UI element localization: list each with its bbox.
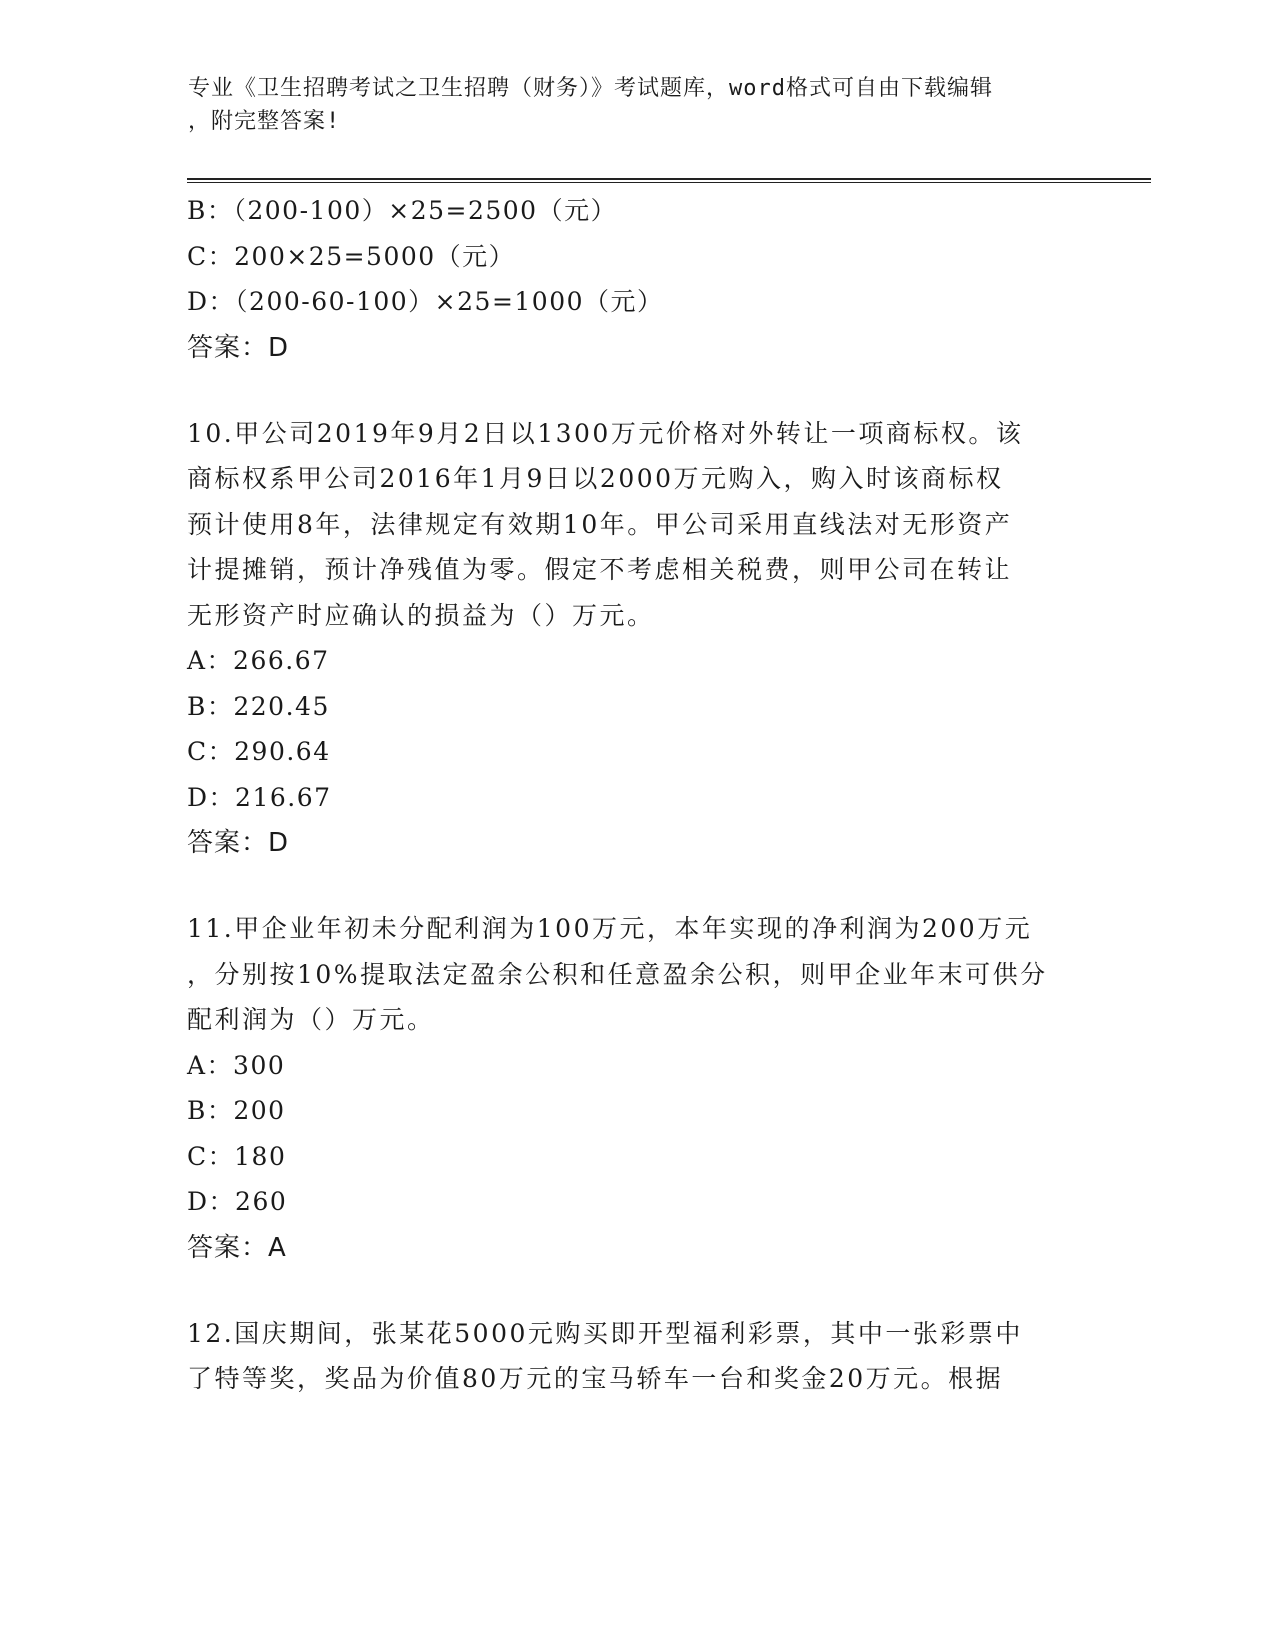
answer-line: 答案：D [187, 332, 290, 363]
header-line-2: ，附完整答案! [188, 109, 341, 134]
question-stem-line: 了特等奖，奖品为价值80万元的宝马轿车一台和奖金20万元。根据 [187, 1364, 1004, 1393]
option-a: A：266.67 [187, 646, 330, 675]
question-stem-line: 11.甲企业年初未分配利润为100万元，本年实现的净利润为200万元 [187, 914, 1033, 943]
header-divider [187, 178, 1151, 183]
answer-line: 答案：A [187, 1232, 287, 1263]
option-d: D：260 [187, 1187, 288, 1216]
question-stem-line: 商标权系甲公司2016年1月9日以2000万元购入，购入时该商标权 [187, 464, 1004, 493]
question-12 [187, 1311, 1087, 1402]
question-content [187, 188, 1087, 1402]
document-header [188, 72, 1068, 138]
question-stem-line: 10.甲公司2019年9月2日以1300万元价格对外转让一项商标权。该 [187, 418, 1024, 448]
question-stem-line: 预计使用8年，法律规定有效期10年。甲公司采用直线法对无形资产 [187, 509, 1013, 539]
question-stem-line: 配利润为（）万元。 [187, 1005, 435, 1034]
question-11 [187, 906, 1087, 1271]
answer-line: 答案：D [187, 828, 290, 858]
option-c: C：290.64 [187, 737, 331, 766]
header-line-1: 专业《卫生招聘考试之卫生招聘（财务）》考试题库，word格式可自由下载编辑 [188, 76, 993, 101]
question-stem-line: 无形资产时应确认的损益为（）万元。 [187, 600, 655, 630]
option-c: C：180 [187, 1141, 287, 1171]
question-stem-line: 12.国庆期间，张某花5000元购买即开型福利彩票，其中一张彩票中 [187, 1318, 1023, 1348]
question-10 [187, 411, 1087, 867]
option-d: D：216.67 [187, 782, 332, 812]
option-b: B：（200-100）×25=2500（元） [187, 196, 618, 225]
question-stem-line: 计提摊销，预计净残值为零。假定不考虑相关税费，则甲公司在转让 [187, 555, 1013, 584]
option-c: C：200×25=5000（元） [187, 241, 516, 271]
option-b: B：220.45 [187, 691, 330, 721]
option-b: B：200 [187, 1096, 286, 1125]
option-d: D：（200-60-100）×25=1000（元） [187, 287, 664, 316]
question-stem-line: ，分别按10%提取法定盈余公积和任意盈余公积，则甲企业年末可供分 [187, 959, 1048, 989]
question-9-tail [187, 188, 1087, 371]
option-a: A：300 [187, 1050, 286, 1080]
